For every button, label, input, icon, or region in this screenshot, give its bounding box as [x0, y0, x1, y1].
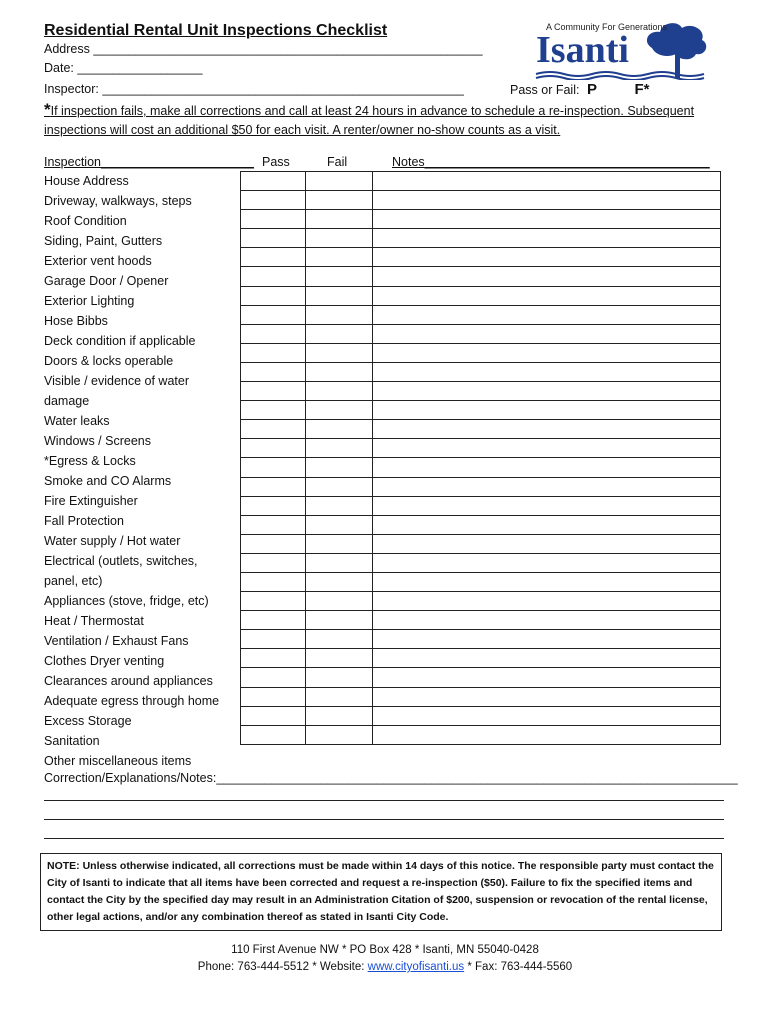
notes-cell[interactable]	[373, 229, 721, 248]
footer-address: 110 First Avenue NW * PO Box 428 * Isanti, MN 55040-0428	[231, 944, 539, 956]
table-row	[241, 725, 721, 744]
reinspection-note: *If inspection fails, make all corrections and call at least 24 hours in advance to schedule a re-inspection. Subsequent inspections will cost an additional $50 for each visit. A renter/owner no-show counts as a visit.	[44, 100, 695, 137]
fail-cell[interactable]	[306, 191, 373, 210]
table-row	[241, 248, 721, 267]
fail-cell[interactable]	[306, 439, 373, 458]
inspection-item: Ventilation / Exhaust Fans	[44, 634, 189, 648]
table-row	[241, 191, 721, 210]
page-title: Residential Rental Unit Inspections Checklist	[44, 22, 388, 39]
fail-cell[interactable]	[306, 286, 373, 305]
inspection-item: Water leaks	[44, 414, 110, 428]
fail-cell[interactable]	[306, 229, 373, 248]
pass-cell[interactable]	[241, 286, 306, 305]
notes-cell[interactable]	[373, 305, 721, 324]
notes-cell[interactable]	[373, 191, 721, 210]
corrections-line[interactable]	[44, 800, 724, 801]
pass-cell[interactable]	[241, 706, 306, 725]
corrections-line[interactable]	[44, 838, 724, 839]
fail-cell[interactable]	[306, 496, 373, 515]
fail-cell[interactable]	[306, 248, 373, 267]
table-row	[241, 630, 721, 649]
notes-cell[interactable]	[373, 401, 721, 420]
pass-cell[interactable]	[241, 420, 306, 439]
notes-cell[interactable]	[373, 267, 721, 286]
corrections-label: Correction/Explanations/Notes:___________________________________________________________________________	[44, 771, 738, 785]
inspection-item: Heat / Thermostat	[44, 614, 144, 628]
inspection-item: Fire Extinguisher	[44, 494, 138, 508]
fail-cell[interactable]	[306, 668, 373, 687]
inspection-item: Fall Protection	[44, 514, 124, 528]
fail-cell[interactable]	[306, 572, 373, 591]
inspection-item: Garage Door / Opener	[44, 274, 169, 288]
inspection-item: Clothes Dryer venting	[44, 654, 165, 668]
notes-cell[interactable]	[373, 420, 721, 439]
notes-cell[interactable]	[373, 248, 721, 267]
table-row	[241, 496, 721, 515]
pass-mark: P	[586, 81, 597, 98]
pass-cell[interactable]	[241, 248, 306, 267]
pass-cell[interactable]	[241, 439, 306, 458]
inspection-item: Water supply / Hot water	[44, 534, 181, 548]
fail-cell[interactable]	[306, 172, 373, 191]
inspection-item: Appliances (stove, fridge, etc)	[44, 594, 209, 608]
pass-cell[interactable]	[241, 496, 306, 515]
notice-box: NOTE: Unless otherwise indicated, all corrections must be made within 14 days of this notice. The responsible party must contact the City of Isanti to indicate that all items have been corrected and request a re-inspection ($50). Failure to fix the specified items and contact the City by the specified day may result in an Administration Citation of $200, suspension or revocation of the rental license, other legal actions, and/or any combination thereof as stated in Isanti City Code.	[40, 853, 722, 931]
pass-cell[interactable]	[241, 343, 306, 362]
pass-cell[interactable]	[241, 611, 306, 630]
pass-cell[interactable]	[241, 477, 306, 496]
notes-cell[interactable]	[373, 515, 721, 534]
inspector-field[interactable]: Inspector: ____________________________________________________	[44, 82, 464, 96]
fail-cell[interactable]	[306, 630, 373, 649]
table-row	[241, 439, 721, 458]
inspection-item: damage	[44, 394, 90, 408]
inspection-item: Siding, Paint, Gutters	[44, 234, 163, 248]
col-notes: Notes_________________________________________	[392, 155, 710, 169]
isanti-logo	[532, 18, 712, 78]
fail-cell[interactable]	[306, 706, 373, 725]
notes-cell[interactable]	[373, 611, 721, 630]
notes-cell[interactable]	[373, 172, 721, 191]
fail-cell[interactable]	[306, 382, 373, 401]
pass-cell[interactable]	[241, 229, 306, 248]
table-row	[241, 553, 721, 572]
pass-cell[interactable]	[241, 668, 306, 687]
inspection-item: Sanitation	[44, 734, 100, 748]
table-row	[241, 286, 721, 305]
notes-cell[interactable]	[373, 572, 721, 591]
pass-cell[interactable]	[241, 172, 306, 191]
pass-cell[interactable]	[241, 458, 306, 477]
inspection-item: Hose Bibbs	[44, 314, 108, 328]
pass-cell[interactable]	[241, 592, 306, 611]
pass-cell[interactable]	[241, 267, 306, 286]
table-row	[241, 420, 721, 439]
table-row	[241, 210, 721, 229]
notes-cell[interactable]	[373, 687, 721, 706]
address-field[interactable]: Address ________________________________________________________	[44, 42, 483, 56]
table-row	[241, 343, 721, 362]
inspection-item: Windows / Screens	[44, 434, 151, 448]
fail-cell[interactable]	[306, 553, 373, 572]
pass-cell[interactable]	[241, 725, 306, 744]
notes-cell[interactable]	[373, 706, 721, 725]
pass-cell[interactable]	[241, 191, 306, 210]
fail-cell[interactable]	[306, 401, 373, 420]
notes-cell[interactable]	[373, 286, 721, 305]
table-row	[241, 305, 721, 324]
table-row	[241, 324, 721, 343]
fail-cell[interactable]	[306, 477, 373, 496]
table-row	[241, 668, 721, 687]
pass-cell[interactable]	[241, 401, 306, 420]
pass-cell[interactable]	[241, 515, 306, 534]
notes-cell[interactable]	[373, 592, 721, 611]
table-row	[241, 362, 721, 381]
inspection-item: Excess Storage	[44, 714, 132, 728]
notes-cell[interactable]	[373, 630, 721, 649]
pass-cell[interactable]	[241, 553, 306, 572]
inspection-item: Doors & locks operable	[44, 354, 174, 368]
pass-cell[interactable]	[241, 649, 306, 668]
fail-cell[interactable]	[306, 343, 373, 362]
logo-tagline: A Community For Generations	[546, 22, 668, 32]
notes-cell[interactable]	[373, 382, 721, 401]
pass-cell[interactable]	[241, 210, 306, 229]
checklist-grid	[240, 171, 721, 745]
fail-cell[interactable]	[306, 305, 373, 324]
notes-cell[interactable]	[373, 725, 721, 744]
inspection-item: Exterior vent hoods	[44, 254, 152, 268]
inspection-item: Smoke and CO Alarms	[44, 474, 172, 488]
inspection-item: panel, etc)	[44, 574, 103, 588]
notes-cell[interactable]	[373, 534, 721, 553]
table-row	[241, 706, 721, 725]
table-row	[241, 515, 721, 534]
col-pass: Pass	[262, 155, 290, 169]
inspection-item: Adequate egress through home	[44, 694, 220, 708]
inspection-item: Electrical (outlets, switches,	[44, 554, 198, 568]
fail-mark: F*	[634, 81, 650, 98]
table-row	[241, 477, 721, 496]
fail-cell[interactable]	[306, 420, 373, 439]
table-row	[241, 687, 721, 706]
inspection-item: Exterior Lighting	[44, 294, 135, 308]
table-row	[241, 229, 721, 248]
notes-cell[interactable]	[373, 210, 721, 229]
notes-cell[interactable]	[373, 439, 721, 458]
website-link[interactable]: www.cityofisanti.us	[367, 961, 465, 973]
table-row	[241, 401, 721, 420]
fail-cell[interactable]	[306, 649, 373, 668]
inspection-item: Clearances around appliances	[44, 674, 213, 688]
fail-cell[interactable]	[306, 725, 373, 744]
table-row	[241, 649, 721, 668]
fail-cell[interactable]	[306, 611, 373, 630]
pass-cell[interactable]	[241, 630, 306, 649]
notes-cell[interactable]	[373, 343, 721, 362]
table-row	[241, 458, 721, 477]
notes-cell[interactable]	[373, 496, 721, 515]
fail-cell[interactable]	[306, 362, 373, 381]
fail-cell[interactable]	[306, 267, 373, 286]
notes-cell[interactable]	[373, 649, 721, 668]
col-fail: Fail	[327, 155, 348, 169]
pass-cell[interactable]	[241, 572, 306, 591]
notes-cell[interactable]	[373, 553, 721, 572]
logo-name: Isanti	[536, 29, 629, 71]
inspection-item: Other miscellaneous items	[44, 754, 192, 768]
inspection-item: *Egress & Locks	[44, 454, 136, 468]
table-row	[241, 592, 721, 611]
notes-cell[interactable]	[373, 362, 721, 381]
fail-cell[interactable]	[306, 534, 373, 553]
pass-cell[interactable]	[241, 534, 306, 553]
pass-cell[interactable]	[241, 382, 306, 401]
pass-cell[interactable]	[241, 687, 306, 706]
table-row	[241, 572, 721, 591]
footer-contact: Phone: 763-444-5512 * Website: www.cityofisanti.us * Fax: 763-444-5560	[197, 961, 573, 973]
table-row	[241, 267, 721, 286]
notes-cell[interactable]	[373, 324, 721, 343]
notes-cell[interactable]	[373, 668, 721, 687]
date-field[interactable]: Date: __________________	[44, 61, 203, 75]
corrections-line[interactable]	[44, 819, 724, 820]
fail-cell[interactable]	[306, 687, 373, 706]
col-inspection: Inspection______________________	[44, 155, 254, 169]
table-row	[241, 382, 721, 401]
fail-cell[interactable]	[306, 324, 373, 343]
pass-cell[interactable]	[241, 324, 306, 343]
notes-cell[interactable]	[373, 477, 721, 496]
fail-cell[interactable]	[306, 210, 373, 229]
inspection-items	[44, 171, 219, 771]
fail-cell[interactable]	[306, 592, 373, 611]
inspection-item: Deck condition if applicable	[44, 334, 196, 348]
fail-cell[interactable]	[306, 515, 373, 534]
inspection-item: House Address	[44, 174, 129, 188]
pass-cell[interactable]	[241, 362, 306, 381]
table-row	[241, 611, 721, 630]
fail-cell[interactable]	[306, 458, 373, 477]
inspection-item: Visible / evidence of water	[44, 374, 189, 388]
pass-or-fail-label: Pass or Fail: P F*	[510, 81, 650, 98]
pass-cell[interactable]	[241, 305, 306, 324]
notes-cell[interactable]	[373, 458, 721, 477]
inspection-item: Roof Condition	[44, 214, 127, 228]
table-row	[241, 534, 721, 553]
inspection-item: Driveway, walkways, steps	[44, 194, 192, 208]
table-row	[241, 172, 721, 191]
